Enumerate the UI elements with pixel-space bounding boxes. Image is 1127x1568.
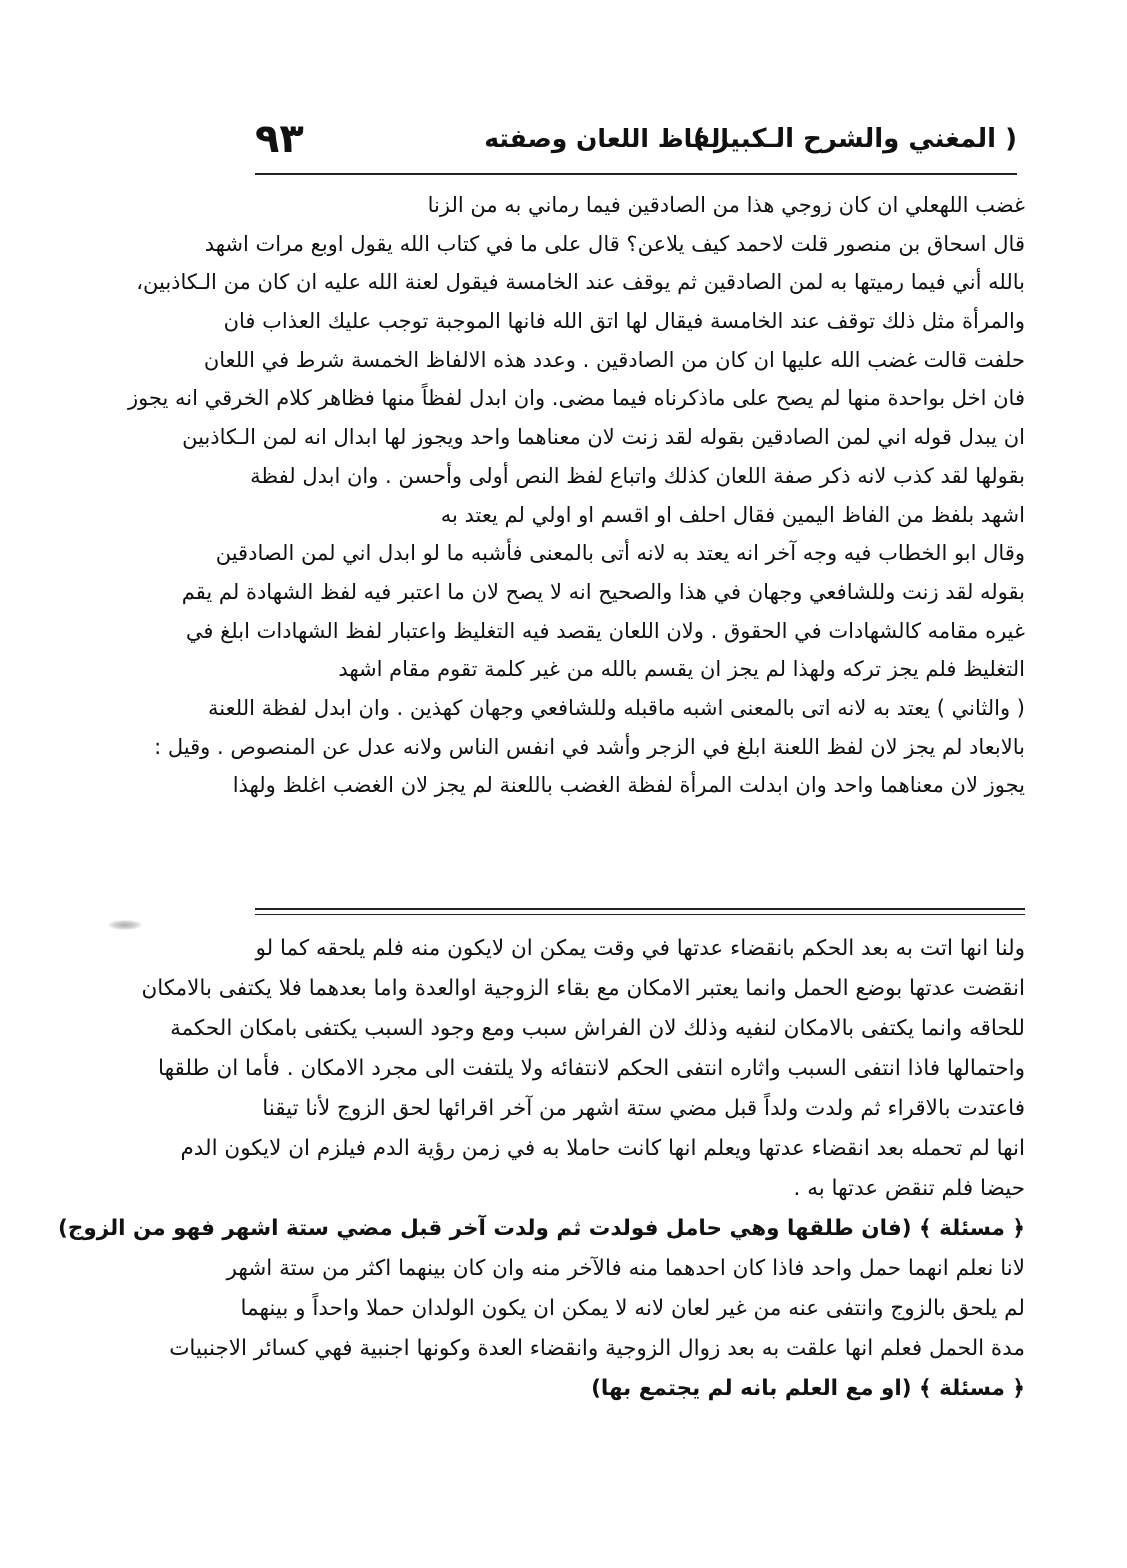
scan-smudge	[108, 920, 142, 930]
header-rule	[255, 173, 1017, 175]
text-line: غيره مقامه كالشهادات في الحقوق . ولان اللعان يقصد فيه التغليظ واعتبار لفظ الشهادات ابلغ في	[185, 618, 1025, 643]
text-line: غضب اللهعلي ان كان زوجي هذا من الصادقين فيما رماني به من الزنا	[427, 193, 1025, 217]
text-line: ان يبدل قوله اني لمن الصادقين بقوله لقد زنت لان معناهما واحد ويجوز لها ابدال انه لمن الـكاذبين	[182, 425, 1025, 450]
text-line: انها لم تحمله بعد انقضاء عدتها ويعلم انها كانت حاملا به في زمن رؤية الدم فيلزم ان لايكون الدم	[180, 1136, 1025, 1161]
masala-heading: ﴿ مسئلة ﴾ (او مع العلم بانه لم يجتمع بها)	[591, 1376, 1025, 1401]
lower-text	[58, 929, 1025, 1409]
text-line: مدة الحمل فعلم انها علقت به بعد زوال الزوجية وانقضاء العدة وكونها اجنبية فهي كسائر الاجنبيات	[169, 1336, 1025, 1361]
text-line: فان اخل بواحدة منها لم يصح على ماذكرناه فيما مضى. وان ابدل لفظاً منها فظاهر كلام الخرقي انه يجوز	[127, 386, 1025, 411]
text-line: ولنا انها اتت به بعد الحكم بانقضاء عدتها في وقت يمكن ان لايكون منه فلم يلحقه كما لو	[255, 936, 1025, 961]
text-line: لم يلحق بالزوج وانتفى عنه من غير لعان لانه لا يمكن ان يكون الولدان حملا واحداً و بينهما	[240, 1296, 1025, 1321]
section-separator	[255, 908, 1025, 915]
book-title: ( المغني والشرح الـكبير )	[693, 124, 1017, 154]
text-line: ( والثاني ) يعتد به لانه اتى بالمعنى اشبه ماقبله وللشافعي وجهان كهذين . وان ابدل لفظة اللعنة	[208, 695, 1025, 720]
text-line: والمرأة مثل ذلك توقف عند الخامسة فيقال لها اتق الله فانها الموجبة توجب عليك العذاب فان	[223, 309, 1025, 334]
text-line: التغليظ فلم يجز تركه ولهذا لم يجز ان يقسم بالله من غير كلمة تقوم مقام اشهد	[338, 657, 1025, 682]
text-line: لانا نعلم انهما حمل واحد فاذا كان احدهما منه فالآخر منه وان كان بينهما اكثر من ستة اشهر	[226, 1256, 1025, 1281]
text-line: اشهد بلفظ من الفاظ اليمين فقال احلف او اقسم او اولي لم يعتد به	[440, 502, 1025, 527]
text-line: بالله أني فيما رميتها به لمن الصادقين ثم يوقف عند الخامسة فيقول لعنة الله عليه ان كان من الـكاذبين،	[136, 270, 1025, 295]
text-line: بقوله لقد زنت وللشافعي وجهان في هذا والصحيح انه لا يصح لان ما اعتبر فيه لفظ الشهادة لم يقم	[181, 579, 1025, 604]
chapter-title: الفاظ اللعان وصفته	[484, 124, 729, 153]
text-line: حلفت قالت غضب الله عليها ان كان من الصادقين . وعدد هذه الالفاظ الخمسة شرط في اللعان	[203, 347, 1025, 372]
masala-heading: ﴿ مسئلة ﴾ (فان طلقها وهي حامل فولدت ثم ولدت آخر قبل مضي ستة اشهر فهو من الزوج)	[58, 1216, 1025, 1241]
text-line: واحتمالها فاذا انتفى السبب واثاره انتفى الحكم لانتفائه ولا يلتفت الى مجرد الامكان . فأما ان طلقها	[158, 1056, 1025, 1081]
text-line: للحاقه وانما يكتفى بالامكان لنفيه وذلك لان الفراش سبب ومع وجود السبب يكتفى بامكان الحكمة	[170, 1016, 1025, 1041]
running-header	[255, 118, 1017, 170]
text-line: بقولها لقد كذب لانه ذكر صفة اللعان كذلك واتباع لفظ النص أولى وأحسن . وان ابدل لفظة	[250, 463, 1025, 488]
main-text	[127, 186, 1025, 805]
page-number: ٩٣	[255, 116, 304, 162]
text-line: بالابعاد لم يجز لان لفظ اللعنة ابلغ في الزجر وأشد في انفس الناس ولانه عدل عن المنصوص . وقيل :	[154, 734, 1025, 759]
text-line: فاعتدت بالاقراء ثم ولدت ولداً قبل مضي ستة اشهر من آخر اقرائها لحق الزوج لأنا تيقنا	[262, 1096, 1025, 1121]
text-line: وقال ابو الخطاب فيه وجه آخر انه يعتد به لانه أتى بالمعنى فأشبه ما لو ابدل اني لمن الصادقين	[215, 541, 1025, 566]
text-line: حيضا فلم تنقض عدتها به .	[793, 1176, 1025, 1201]
text-line: قال اسحاق بن منصور قلت لاحمد كيف يلاعن؟ قال على ما في كتاب الله يقول اوبع مرات اشهد	[204, 231, 1025, 256]
text-line: يجوز لان معناهما واحد وان ابدلت المرأة لفظة الغضب باللعنة لم يجز لان الغضب اغلظ ولهذا	[232, 773, 1025, 798]
text-line: انقضت عدتها بوضع الحمل وانما يعتبر الامكان مع بقاء الزوجية اوالعدة واما بعدهما فلا يكتفى بالامكان	[141, 976, 1025, 1001]
